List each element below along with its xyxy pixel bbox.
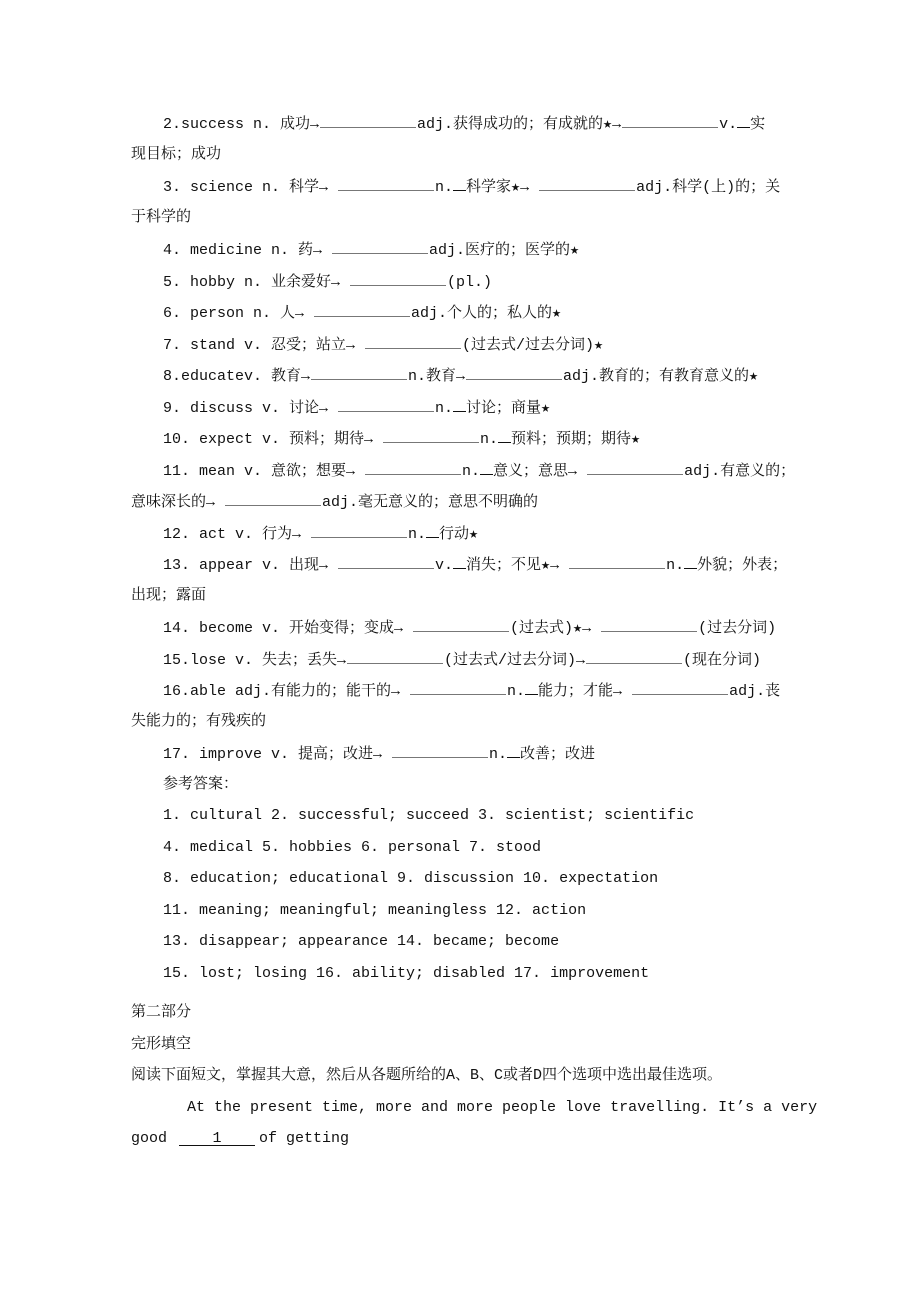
- line-text: 阅读下面短文，掌握其大意，然后从各题所给的A、B、C或者D四个选项中选出最佳选项。: [131, 1067, 723, 1084]
- text-line: [131, 459, 811, 491]
- text-line: [131, 711, 811, 743]
- text-line: [131, 175, 811, 207]
- line-text: (pl.): [447, 273, 493, 291]
- fill-in-blank[interactable]: [586, 648, 682, 664]
- line-text: n.: [507, 683, 526, 700]
- text-line: [131, 1097, 818, 1129]
- line-text: adj.获得成功的；有成就的★→: [417, 116, 622, 133]
- line-text: n.: [462, 462, 481, 480]
- fill-in-blank[interactable]: [392, 742, 488, 758]
- line-text: n.: [489, 746, 508, 763]
- line-text: 能力；才能→: [538, 683, 632, 700]
- fill-in-blank[interactable]: [601, 616, 697, 632]
- fill-in-blank[interactable]: [365, 459, 461, 475]
- text-line: [131, 522, 811, 554]
- line-text: adj.医疗的；医学的★: [429, 242, 580, 259]
- line-text: (过去式)★→: [510, 620, 601, 637]
- line-text: 行动★: [439, 525, 479, 543]
- line-text: 消失；不见★→: [466, 557, 569, 574]
- line-text: At the present time, more and more people love travelling. It’s a very: [187, 1098, 818, 1116]
- line-text: 3. science n. 科学→: [163, 179, 338, 196]
- text-line: [131, 1034, 811, 1066]
- text-line: [131, 396, 811, 428]
- fill-in-blank[interactable]: [622, 112, 718, 128]
- fill-in-blank[interactable]: [338, 396, 434, 412]
- text-line: [131, 1065, 811, 1097]
- text-line: [131, 679, 811, 711]
- fill-in-blank[interactable]: [539, 175, 635, 191]
- line-text: 11. mean v. 意欲；想要→: [163, 462, 365, 480]
- line-text: 8.educatev. 教育→: [163, 368, 311, 385]
- line-text: n.教育→: [408, 368, 466, 385]
- text-line: [131, 616, 811, 648]
- fill-in-blank[interactable]: [525, 679, 538, 695]
- line-text: (现在分词): [683, 651, 762, 669]
- line-text: n.: [435, 399, 454, 417]
- line-text: 现目标；成功: [131, 145, 222, 163]
- fill-in-blank[interactable]: [426, 522, 439, 538]
- line-text: 17. improve v. 提高；改进→: [163, 746, 392, 763]
- fill-in-blank[interactable]: [587, 459, 683, 475]
- fill-in-blank[interactable]: [311, 522, 407, 538]
- text-line: [131, 333, 811, 365]
- text-line: [131, 364, 811, 396]
- line-text: 12. act v. 行为→: [163, 525, 311, 543]
- fill-in-blank[interactable]: [453, 396, 466, 412]
- line-text: 失能力的；有残疾的: [131, 712, 267, 730]
- fill-in-blank[interactable]: [314, 301, 410, 317]
- line-text: 完形填空: [131, 1035, 192, 1053]
- text-line: [131, 931, 811, 963]
- line-text: 7. stand v. 忍受；站立→: [163, 336, 365, 354]
- line-text: 1. cultural 2. successful; succeed 3. scientist; scientific: [163, 807, 695, 824]
- text-line: [131, 112, 811, 144]
- text-line: [131, 144, 811, 176]
- text-line: [131, 1002, 811, 1034]
- line-text: 于科学的: [131, 208, 192, 226]
- text-line: [131, 238, 811, 270]
- text-line: [131, 207, 811, 239]
- line-text: 意义；意思→: [493, 462, 587, 480]
- line-text: adj.毫无意义的；意思不明确的: [322, 494, 539, 511]
- line-text: v.: [435, 557, 454, 574]
- text-line: [131, 301, 811, 333]
- fill-in-blank[interactable]: [383, 427, 479, 443]
- text-line: [131, 868, 811, 900]
- line-text: 6. person n. 人→: [163, 305, 314, 322]
- fill-in-blank[interactable]: [320, 112, 416, 128]
- text-line: [131, 742, 811, 774]
- fill-in-blank[interactable]: [350, 270, 446, 286]
- line-text: v.: [719, 116, 738, 133]
- document-page: [131, 112, 818, 1160]
- line-text: 8. education; educational 9. discussion 10. expectation: [163, 870, 659, 887]
- fill-in-blank[interactable]: [684, 553, 697, 569]
- line-text: 11. meaning; meaningful; meaningless 12. action: [163, 901, 587, 919]
- line-text: n.: [480, 431, 499, 448]
- line-text: 2.success n. 成功→: [163, 116, 320, 133]
- line-text: 参考答案：: [163, 775, 239, 793]
- fill-in-blank[interactable]: [332, 238, 428, 254]
- line-text: n.: [435, 179, 454, 196]
- fill-in-blank[interactable]: [453, 175, 466, 191]
- cloze-blank-number: 1: [179, 1128, 255, 1146]
- fill-in-blank[interactable]: [413, 616, 509, 632]
- line-text: adj.个人的；私人的★: [411, 305, 562, 322]
- fill-in-blank[interactable]: [225, 490, 321, 506]
- line-text: 10. expect v. 预料；期待→: [163, 431, 383, 448]
- line-text: (过去分词): [698, 620, 777, 637]
- line-text: 外貌；外表；: [697, 557, 788, 574]
- line-text: 讨论；商量★: [466, 399, 551, 417]
- line-text: adj.教育的；有教育意义的★: [563, 368, 759, 385]
- text-line: [131, 900, 811, 932]
- fill-in-blank[interactable]: [365, 333, 461, 349]
- fill-in-blank[interactable]: [737, 112, 750, 128]
- line-text: 16.able adj.有能力的；能干的→: [163, 683, 410, 700]
- fill-in-blank[interactable]: [480, 459, 493, 475]
- line-text: 4. medical 5. hobbies 6. personal 7. stood: [163, 838, 542, 856]
- text-line: [131, 963, 811, 995]
- line-text: 13. appear v. 出现→: [163, 557, 338, 574]
- line-text: n.: [666, 557, 685, 574]
- text-line: [131, 585, 811, 617]
- line-text: (过去式/过去分词)→: [444, 651, 586, 669]
- line-text: of getting: [259, 1130, 350, 1147]
- text-line: [131, 270, 811, 302]
- line-text: 改善；改进: [520, 746, 596, 763]
- text-line: [131, 648, 811, 680]
- fill-in-blank[interactable]: [498, 427, 511, 443]
- text-line: [131, 805, 811, 837]
- fill-in-blank[interactable]: [569, 553, 665, 569]
- line-text: 意味深长的→: [131, 494, 225, 511]
- line-text: 5. hobby n. 业余爱好→: [163, 273, 350, 291]
- line-text: 实: [750, 116, 766, 133]
- line-text: 4. medicine n. 药→: [163, 242, 332, 259]
- text-line: [131, 553, 811, 585]
- fill-in-blank[interactable]: [507, 742, 520, 758]
- line-text: 预料；预期；期待★: [511, 431, 641, 448]
- fill-in-blank[interactable]: [347, 648, 443, 664]
- line-text: 科学家★→: [466, 179, 539, 196]
- line-text: adj.丧: [729, 683, 781, 700]
- text-line: [131, 774, 811, 806]
- text-line: [131, 427, 811, 459]
- fill-in-blank[interactable]: [632, 679, 728, 695]
- text-line: [131, 1128, 811, 1160]
- line-text: 15.lose v. 失去；丢失→: [163, 651, 347, 669]
- line-text: 15. lost; losing 16. ability; disabled 17. improvement: [163, 964, 650, 982]
- line-text: 14. become v. 开始变得；变成→: [163, 620, 413, 637]
- fill-in-blank[interactable]: [338, 553, 434, 569]
- fill-in-blank[interactable]: [338, 175, 434, 191]
- text-line: [131, 490, 811, 522]
- text-line: [131, 837, 811, 869]
- fill-in-blank[interactable]: [410, 679, 506, 695]
- line-text: (过去式/过去分词)★: [462, 336, 604, 354]
- line-text: 13. disappear; appearance 14. became; become: [163, 933, 560, 950]
- fill-in-blank[interactable]: [453, 553, 466, 569]
- line-text: 出现；露面: [131, 586, 207, 604]
- line-text: good: [131, 1130, 168, 1147]
- fill-in-blank[interactable]: [466, 364, 562, 380]
- line-text: 9. discuss v. 讨论→: [163, 399, 338, 417]
- fill-in-blank[interactable]: [311, 364, 407, 380]
- line-text: adj.科学(上)的；关: [636, 179, 781, 196]
- line-text: adj.有意义的；: [684, 462, 796, 480]
- line-text: 第二部分: [131, 1004, 192, 1021]
- line-text: n.: [408, 525, 427, 543]
